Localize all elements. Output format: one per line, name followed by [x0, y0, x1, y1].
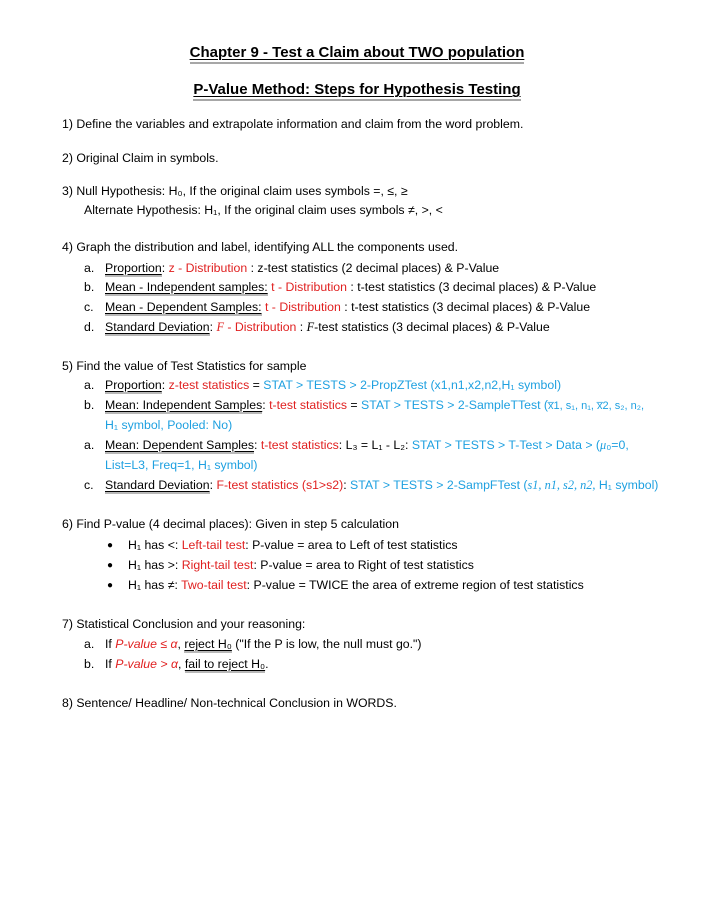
step-5c: a. Mean: Dependent Samples: t-test statistics: L₃ = L₁ - L₂: STAT > TESTS > T-Test > Data > (μ₀=0,: [84, 438, 629, 452]
section-title: P-Value Method: Steps for Hypothesis Testing: [0, 81, 714, 98]
bullet-icon: ●: [107, 540, 114, 551]
step-3-null: 3) Null Hypothesis: H₀, If the original claim uses symbols =, ≤, ≥: [62, 184, 408, 198]
step-5c-cont: List=L3, Freq=1, H₁ symbol): [105, 458, 258, 472]
step-6-right: H₁ has >: Right-tail test: P-value = area to Right of test statistics: [128, 558, 474, 572]
step-4b: b. Mean - Independent samples: t - Distribution : t-test statistics (3 decimal places) & P-Value: [84, 280, 597, 294]
step-1: 1) Define the variables and extrapolate information and claim from the word problem.: [62, 117, 524, 131]
step-5b: b. Mean: Independent Samples: t-test statistics = STAT > TESTS > 2-SampleTTest (x̅1, s₁, n₁, x̅2, s₂, n₂,: [84, 398, 645, 412]
step-7a: a. If P-value ≤ α, reject H₀ ("If the P is low, the null must go."): [84, 637, 422, 651]
step-4: 4) Graph the distribution and label, identifying ALL the components used.: [62, 240, 459, 254]
bullet-icon: ●: [107, 580, 114, 591]
step-4d: d. Standard Deviation: F - Distribution : F-test statistics (3 decimal places) & P-Value: [84, 320, 550, 334]
step-3-alt: Alternate Hypothesis: H₁, If the original claim uses symbols ≠, >, <: [84, 203, 443, 217]
step-5b-cont: H₁ symbol, Pooled: No): [105, 418, 233, 432]
step-4a: a. Proportion: z - Distribution : z-test statistics (2 decimal places) & P-Value: [84, 261, 500, 275]
step-5a: a. Proportion: z-test statistics = STAT > TESTS > 2-PropZTest (x1,n1,x2,n2,H₁ symbol): [84, 378, 562, 392]
bullet-icon: ●: [107, 560, 114, 571]
step-6-left: H₁ has <: Left-tail test: P-value = area to Left of test statistics: [128, 538, 458, 552]
step-7b: b. If P-value > α, fail to reject H₀.: [84, 657, 269, 671]
step-6-two: H₁ has ≠: Two-tail test: P-value = TWICE the area of extreme region of test statistics: [128, 578, 584, 592]
step-2: 2) Original Claim in symbols.: [62, 151, 219, 165]
step-5d: c. Standard Deviation: F-test statistics (s1>s2): STAT > TESTS > 2-SampFTest (s1, n1, s2, n2, H₁ symbol): [84, 478, 659, 492]
step-8: 8) Sentence/ Headline/ Non-technical Conclusion in WORDS.: [62, 696, 397, 710]
step-6: 6) Find P-value (4 decimal places): Given in step 5 calculation: [62, 517, 399, 531]
step-4c: c. Mean - Dependent Samples: t - Distribution : t-test statistics (3 decimal places) & P-Value: [84, 300, 591, 314]
chapter-title: Chapter 9 - Test a Claim about TWO population: [0, 44, 714, 61]
step-7: 7) Statistical Conclusion and your reasoning:: [62, 617, 306, 631]
step-5: 5) Find the value of Test Statistics for sample: [62, 359, 307, 373]
